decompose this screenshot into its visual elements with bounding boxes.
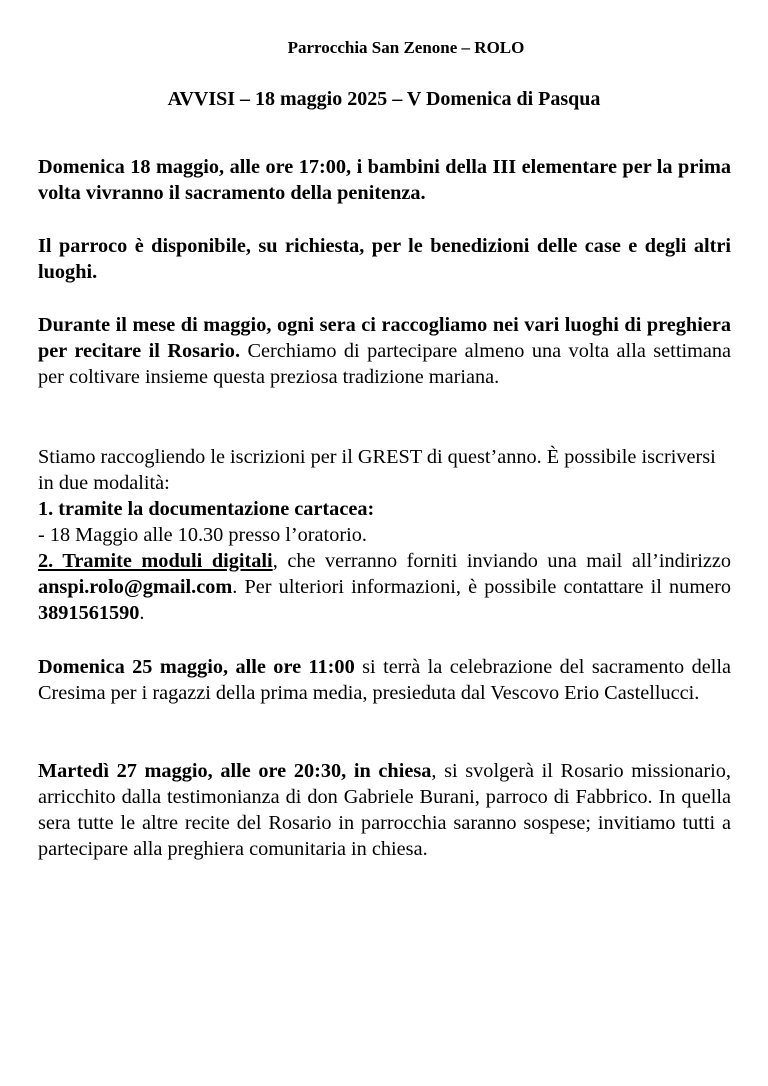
notice-confirmation — [38, 654, 731, 706]
grest-option2-text-a: , che verranno forniti inviando una mail all’indirizzo — [272, 550, 731, 572]
parish-name: Parrocchia San Zenone – ROLO — [287, 38, 525, 57]
grest-option2-end: . — [139, 602, 145, 624]
grest-phone: 3891561590 — [38, 602, 140, 624]
notice-missionary-rosary-text: , si svolgerà il Rosario missionario, arricchito dalla testimonianza di don Gabriele Burani, parroco di Fabbrico. In quella sera tutte le altre recite del Rosario in parrocchia saranno sospese; invitiamo tutti a partecipare alla preghiera comunitaria in chiesa. — [38, 760, 731, 860]
notice-penance — [38, 154, 731, 206]
notice-blessings-text: Il parroco è disponibile, su richiesta, per le benedizioni delle case e degli altri luoghi. — [38, 235, 731, 283]
notice-missionary-rosary-bold: Martedì 27 maggio, alle ore 20:30, in chiesa — [38, 760, 432, 782]
notice-confirmation-text: si terrà la celebrazione del sacramento della Cresima per i ragazzi della prima media, presieduta dal Vescovo Erio Castellucci. — [38, 656, 732, 704]
notice-rosary-may — [38, 312, 731, 390]
notice-penance-text: Domenica 18 maggio, alle ore 17:00, i bambini della III elementare per la prima volta vivranno il sacramento della penitenza. — [38, 156, 731, 204]
notice-confirmation-bold: Domenica 25 maggio, alle ore 11:00 — [38, 656, 355, 678]
notice-rosary-may-bold: Durante il mese di maggio, ogni sera ci raccogliamo nei vari luoghi di preghiera per recitare il Rosario. — [38, 314, 731, 362]
grest-option1-detail: - 18 Maggio alle 10.30 presso l’oratorio. — [38, 524, 367, 546]
grest-option1-label: 1. tramite la documentazione cartacea: — [38, 498, 375, 520]
notice-blessings — [38, 233, 731, 285]
parish-header — [0, 38, 768, 58]
grest-option2-label: 2. Tramite moduli digitali — [38, 550, 273, 572]
notice-grest — [38, 444, 731, 626]
grest-intro: Stiamo raccogliendo le iscrizioni per il GREST di quest’anno. È possibile iscriversi in due modalità: — [38, 446, 716, 494]
notice-rosary-may-text: Cerchiamo di partecipare almeno una volta alla settimana per coltivare insieme questa preziosa tradizione mariana. — [38, 340, 732, 388]
page-title: AVVISI – 18 maggio 2025 – V Domenica di Pasqua — [167, 88, 601, 110]
grest-email[interactable]: anspi.rolo@gmail.com — [38, 576, 233, 598]
grest-option2-text-b: . Per ulteriori informazioni, è possibile contattare il numero — [232, 576, 731, 598]
notice-missionary-rosary — [38, 758, 731, 862]
